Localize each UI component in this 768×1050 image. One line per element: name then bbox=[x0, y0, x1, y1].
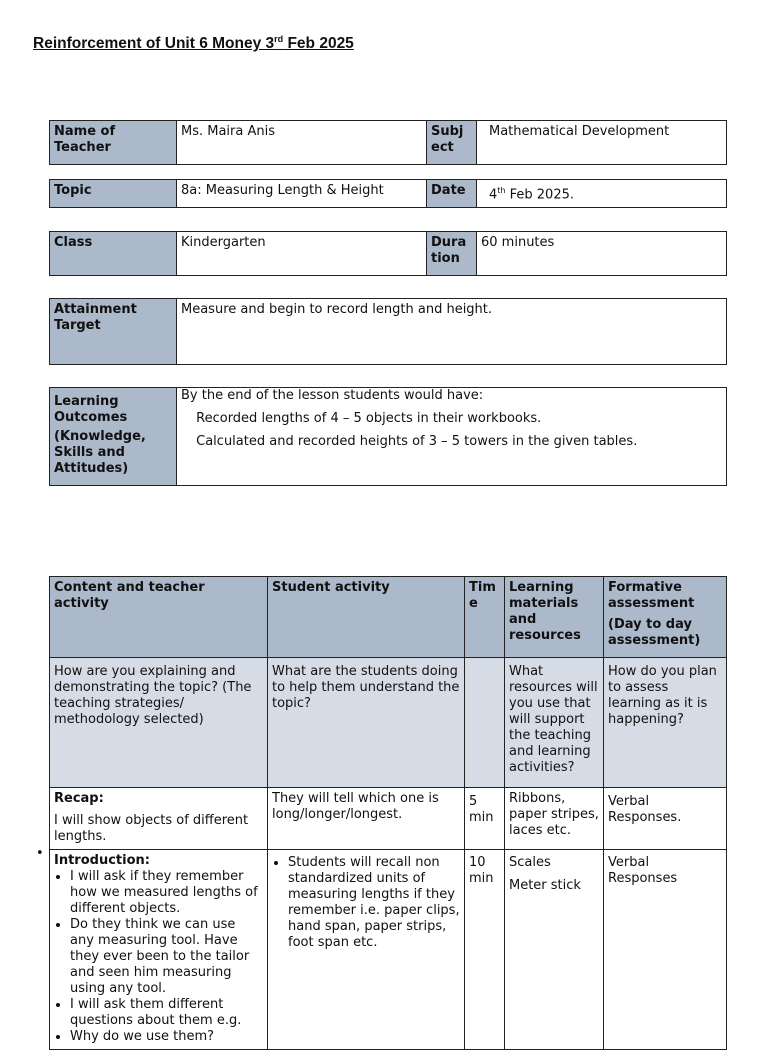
attainment-table bbox=[49, 298, 727, 365]
header-materials: Learning materials and resources bbox=[505, 577, 604, 658]
recap-assessment: Verbal Responses. bbox=[604, 788, 727, 850]
guide-assessment: How do you plan to assess learning as it is happening? bbox=[604, 658, 727, 788]
date-value: 4th Feb 2025. bbox=[477, 180, 727, 208]
topic-table bbox=[49, 179, 727, 208]
header-student: Student activity bbox=[268, 577, 465, 658]
teacher-table bbox=[49, 120, 727, 165]
header-content: Content and teacher activity bbox=[50, 577, 268, 658]
lesson-plan-table bbox=[49, 576, 727, 1050]
outcomes-table bbox=[49, 387, 727, 486]
outcomes-value bbox=[177, 388, 727, 486]
topic-label: Topic bbox=[50, 180, 177, 208]
intro-content: Introduction: • I will ask if they remember how we measured lengths of different objects. • Do they think we can use any measuring tool. Have they ever been to the tailor and seen him measuring using any tool. • I will ask them different questions about them e.g. • Why do we use them? bbox=[50, 850, 268, 1050]
recap-student: They will tell which one is long/longer/longest. bbox=[268, 788, 465, 850]
header-assessment: Formative assessment (Day to day assessment) bbox=[604, 577, 727, 658]
outcome-item-2: Calculated and recorded heights of 3 – 5 towers in the given tables. bbox=[196, 434, 638, 449]
guide-materials: What resources will you use that will support the teaching and learning activities? bbox=[505, 658, 604, 788]
outcome-item-1: Recorded lengths of 4 – 5 objects in their workbooks. bbox=[196, 411, 542, 426]
subject-label: Subj ect bbox=[427, 121, 477, 165]
recap-materials: Ribbons, paper stripes, laces etc. bbox=[505, 788, 604, 850]
class-label: Class bbox=[50, 232, 177, 276]
outcomes-intro: By the end of the lesson students would have: bbox=[181, 388, 484, 403]
recap-content: Recap: I will show objects of different lengths. bbox=[50, 788, 268, 850]
recap-time: 5 min bbox=[465, 788, 505, 850]
subject-value: Mathematical Development bbox=[477, 121, 727, 165]
intro-bullet-4: • Why do we use them? bbox=[70, 1029, 263, 1045]
intro-student: • Students will recall non standardized units of measuring lengths if they remember i.e. paper clips, hand span, paper strips, foot span etc. bbox=[268, 850, 465, 1050]
intro-bullet-1: • I will ask if they remember how we measured lengths of different objects. bbox=[70, 869, 263, 917]
intro-bullet-2: • Do they think we can use any measuring tool. Have they ever been to the tailor and seen him measuring using any tool. bbox=[70, 917, 263, 997]
intro-materials: Scales Meter stick bbox=[505, 850, 604, 1050]
class-table bbox=[49, 231, 727, 276]
guide-student: What are the students doing to help them understand the topic? bbox=[268, 658, 465, 788]
intro-bullet-3: • I will ask them different questions about them e.g. bbox=[70, 997, 263, 1029]
duration-label: Dura tion bbox=[427, 232, 477, 276]
guide-time bbox=[465, 658, 505, 788]
outcomes-label: Learning Outcomes (Knowledge, Skills and Attitudes) bbox=[50, 388, 177, 486]
document-title: Reinforcement of Unit 6 Money 3rd Feb 2025 bbox=[33, 34, 354, 53]
class-value: Kindergarten bbox=[177, 232, 427, 276]
teacher-value: Ms. Maira Anis bbox=[177, 121, 427, 165]
attainment-value: Measure and begin to record length and height. bbox=[177, 299, 727, 365]
guide-content: How are you explaining and demonstrating the topic? (The teaching strategies/ methodology selected) bbox=[50, 658, 268, 788]
attainment-label: Attainment Target bbox=[50, 299, 177, 365]
intro-time: 10 min bbox=[465, 850, 505, 1050]
topic-value: 8a: Measuring Length & Height bbox=[177, 180, 427, 208]
header-time: Tim e bbox=[465, 577, 505, 658]
intro-assessment: Verbal Responses bbox=[604, 850, 727, 1050]
outer-bullet-marker: • bbox=[36, 846, 44, 861]
teacher-label: Name of Teacher bbox=[50, 121, 177, 165]
duration-value: 60 minutes bbox=[477, 232, 727, 276]
date-label: Date bbox=[427, 180, 477, 208]
